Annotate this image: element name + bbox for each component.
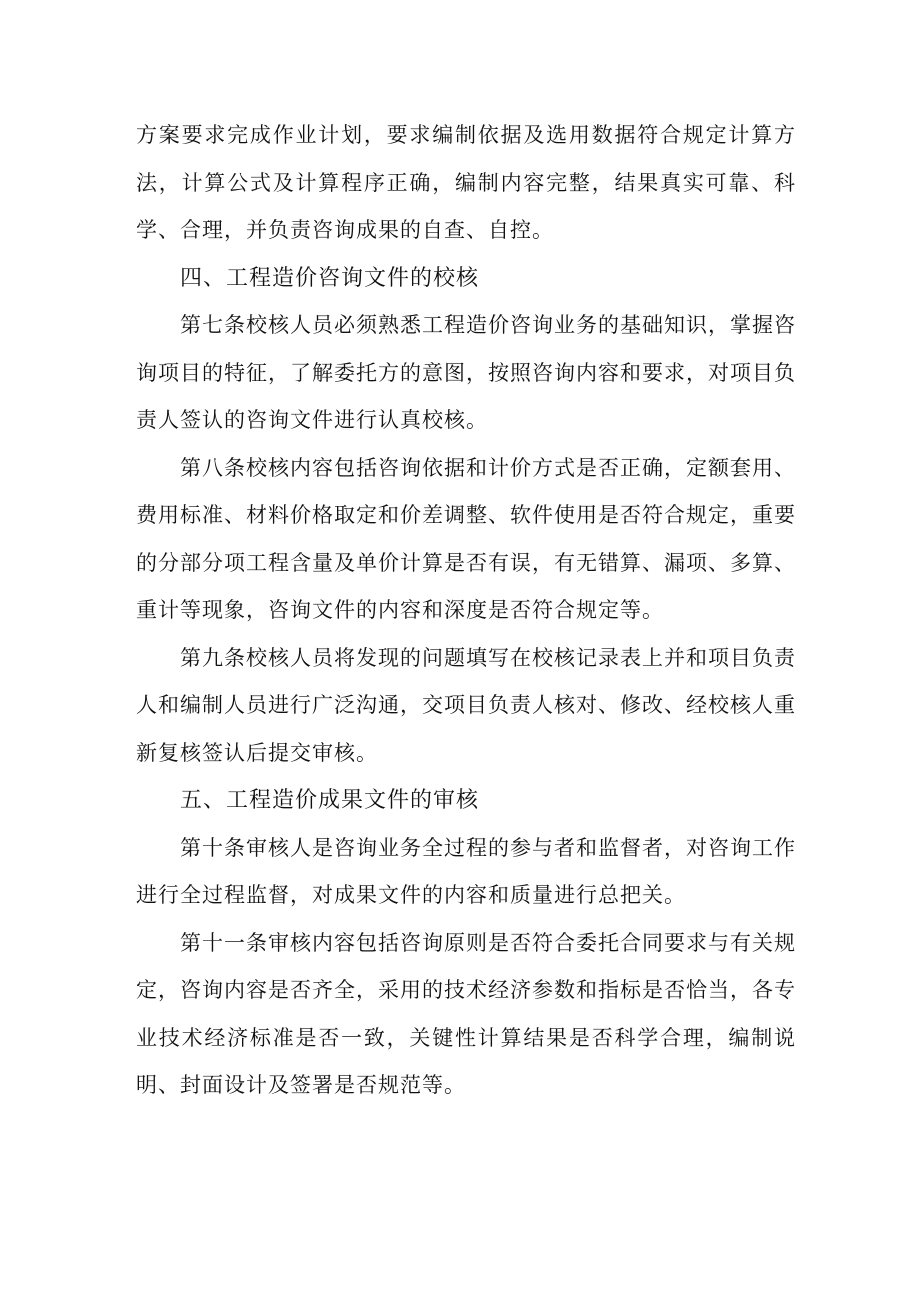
paragraph-article-11: 第十一条审核内容包括咨询原则是否符合委托合同要求与有关规定，咨询内容是否齐全，采用的技术经济参数和指标是否恰当，各专业技术经济标准是否一致，关键性计算结果是否科学合理，编制说明、封面设计及签署是否规范等。 — [136, 930, 796, 1097]
paragraph-article-7: 第七条校核人员必须熟悉工程造价咨询业务的基础知识，掌握咨询项目的特征，了解委托方的意图，按照咨询内容和要求，对项目负责人签认的咨询文件进行认真校核。 — [136, 313, 796, 432]
section-heading-5: 五、工程造价成果文件的审核 — [180, 788, 480, 813]
paragraph-article-9: 第九条校核人员将发现的问题填写在校核记录表上并和项目负责人和编制人员进行广泛沟通，交项目负责人核对、修改、经校核人重新复核签认后提交审核。 — [136, 645, 796, 765]
section-heading-4: 四、工程造价咨询文件的校核 — [180, 265, 480, 291]
paragraph-article-8: 第八条校核内容包括咨询依据和计价方式是否正确，定额套用、费用标准、材料价格取定和价差调整、软件使用是否符合规定，重要的分部分项工程含量及单价计算是否有误，有无错算、漏项、多算、重计等现象，咨询文件的内容和深度是否符合规定等。 — [136, 455, 796, 622]
paragraph-article-10: 第十条审核人是咨询业务全过程的参与者和监督者，对咨询工作进行全过程监督，对成果文件的内容和质量进行总把关。 — [136, 835, 796, 907]
document-body — [136, 112, 796, 1110]
paragraph-continuation: 方案要求完成作业计划，要求编制依据及选用数据符合规定计算方法，计算公式及计算程序正确，编制内容完整，结果真实可靠、科学、合理，并负责咨询成果的自查、自控。 — [136, 123, 796, 242]
